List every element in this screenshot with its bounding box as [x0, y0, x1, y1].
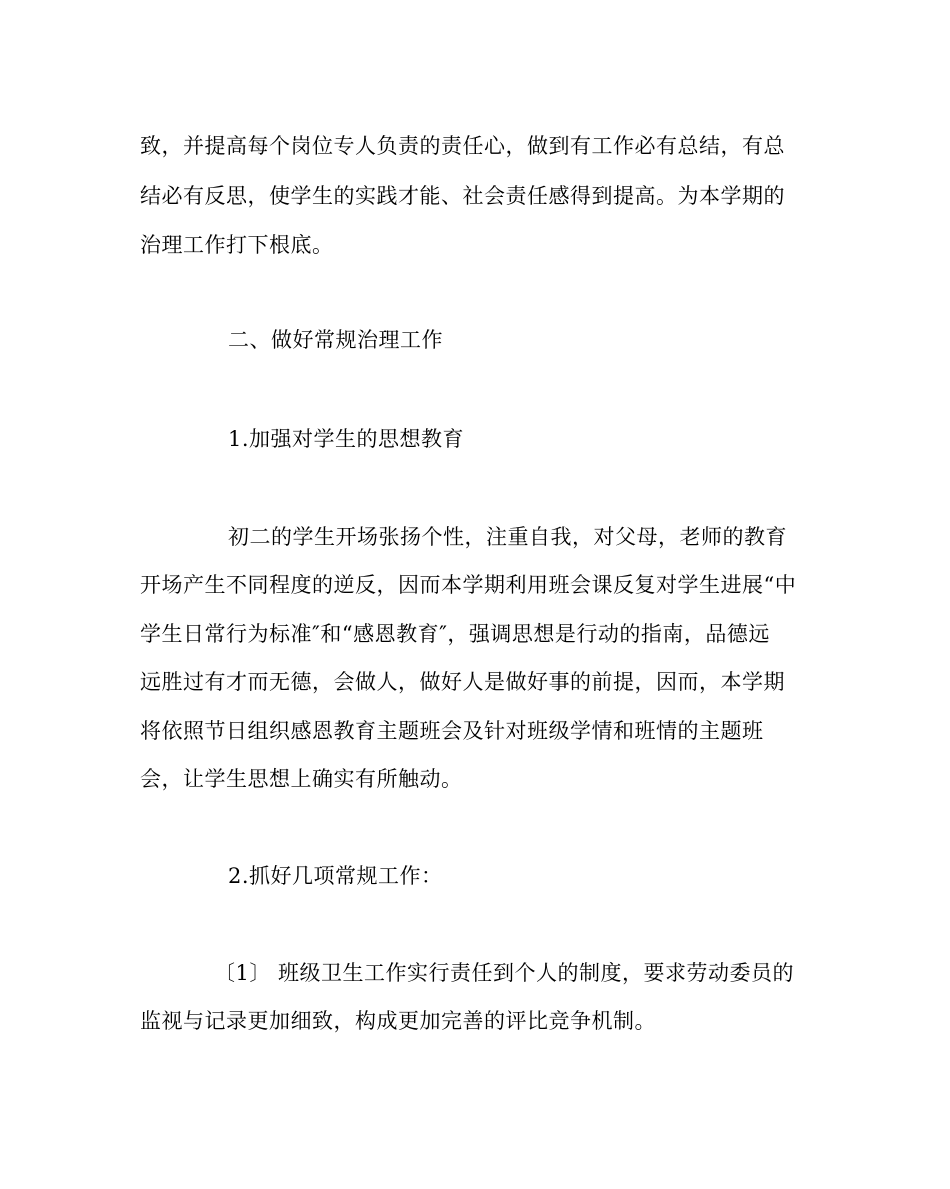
text-line: 远胜过有才而无德，会做人，做好人是做好事的前提，因而，本学期 [140, 670, 785, 694]
section-heading: 二、做好常规治理工作 [228, 328, 443, 352]
text-line: 监视与记录更加细致，构成更加完善的评比竞争机制。 [140, 1009, 656, 1033]
subsection-heading: 1.加强对学生的思想教育 [228, 427, 465, 451]
text-line: 治理工作打下根底。 [140, 233, 334, 257]
text-line: 会，让学生思想上确实有所触动。 [140, 767, 463, 791]
text-line: 结必有反思，使学生的实践才能、社会责任感得到提高。为本学期的 [140, 184, 785, 208]
subsection-heading: 2.抓好几项常规工作： [228, 864, 443, 888]
text-line: 初二的学生开场张扬个性，注重自我，对父母，老师的教育 [228, 525, 787, 549]
text-line: 学生日常行为标准″和“感恩教育″，强调思想是行动的指南，品德远 [140, 622, 770, 646]
text-line: 〔1〕 班级卫生工作实行责任到个人的制度，要求劳动委员的 [214, 961, 795, 985]
text-line: 致，并提高每个岗位专人负责的责任心，做到有工作必有总结，有总 [140, 134, 785, 158]
text-line: 开场产生不同程度的逆反，因而本学期利用班会课反复对学生进展“中 [140, 573, 797, 597]
text-line: 将依照节日组织感恩教育主题班会及针对班级学情和班情的主题班 [140, 719, 764, 743]
